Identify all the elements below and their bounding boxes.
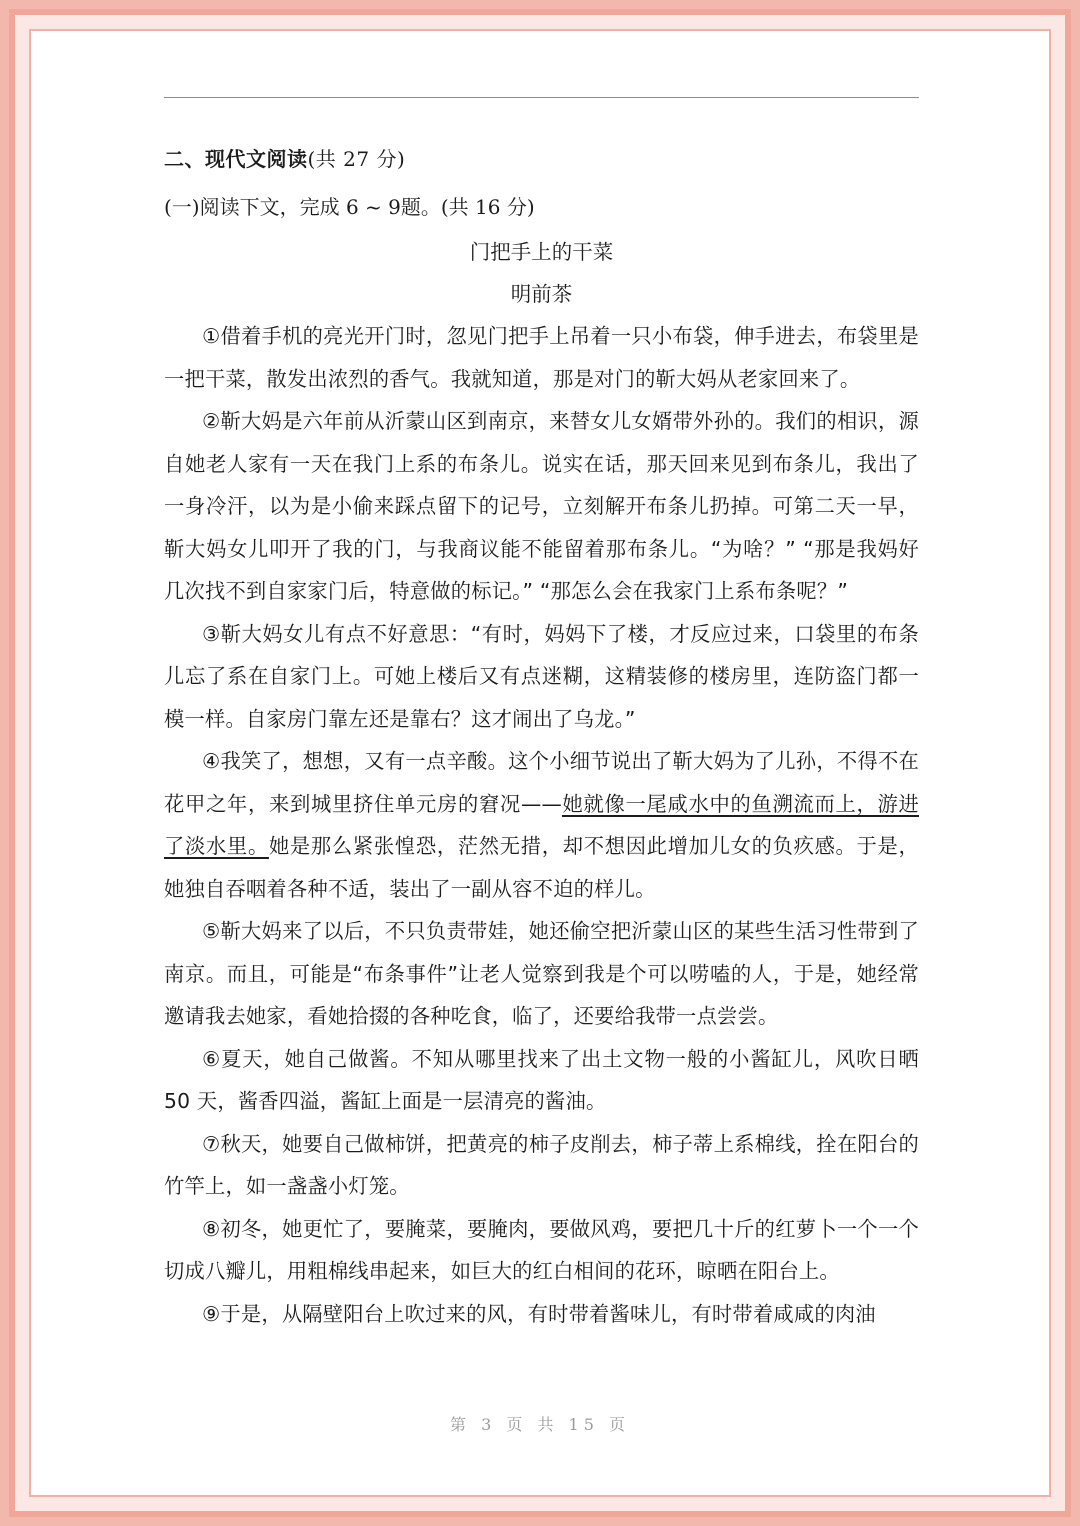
paragraph-9: ⑨于是，从隔壁阳台上吹过来的风，有时带着酱味儿，有时带着咸咸的肉油 [202,1301,876,1326]
header-rule [164,97,919,98]
article-author: 明前茶 [510,282,573,306]
paragraph-4-underlined: 她就像一尾咸水中的鱼溯流而上，游进了淡水里。 [164,791,919,858]
paragraph-4-after: 她是那么紧张惶恐，茫然无措，却不想因此增加儿女的负疚感。于是，她独自吞咽着各种不适，装出了一副从容不迫的样儿。 [164,834,919,901]
paragraph-8: ⑧初冬，她更忙了，要腌菜，要腌肉，要做风鸡，要把几十斤的红萝卜一个一个切成八瓣儿，用粗棉线串起来，如巨大的红白相间的花环，晾晒在阳台上。 [164,1216,919,1283]
paragraph-2: ②靳大妈是六年前从沂蒙山区到南京，来替女儿女婿带外孙的。我们的相识，源自她老人家有一天在我门上系的布条儿。说实在话，那天回来见到布条儿，我出了一身冷汗，以为是小偷来踩点留下的记号，立刻解开布条儿扔掉。可第二天一早，靳大妈女儿叩开了我的门，与我商议能不能留着那布条儿。“为啥？” “那是我妈好几次找不到自家家门后，特意做的标记。” “那怎么会在我家门上系布条呢？” [164,409,919,603]
article-title: 门把手上的干菜 [469,240,614,264]
section-title-text: 二、现代文阅读 [164,147,308,171]
section-title [164,135,919,183]
paragraph-7: ⑦秋天，她要自己做柿饼，把黄亮的柿子皮削去，柿子蒂上系棉线，拴在阳台的竹竿上，如一盏盏小灯笼。 [164,1131,919,1198]
document-content [164,135,919,1335]
paragraph-1: ①借着手机的亮光开门时，忽见门把手上吊着一只小布袋，伸手进去，布袋里是一把干菜，散发出浓烈的香气。我就知道，那是对门的靳大妈从老家回来了。 [164,324,919,391]
paragraph-4-before: ④我笑了，想想，又有一点辛酸。这个小细节说出了靳大妈为了儿孙，不得不在花甲之年，来到城里挤住单元房的窘况—— [164,749,919,816]
paragraph-4 [164,740,919,910]
paragraph-6: ⑥夏天，她自己做酱。不知从哪里找来了出土文物一般的小酱缸儿，风吹日晒 50 天，酱香四溢，酱缸上面是一层清亮的酱油。 [164,1046,919,1113]
paragraph-3: ③靳大妈女儿有点不好意思：“有时，妈妈下了楼，才反应过来，口袋里的布条儿忘了系在自家门上。可她上楼后又有点迷糊，这精装修的楼房里，连防盗门都一模一样。自家房门靠左还是靠右？这才闹出了乌龙。” [164,621,919,731]
subsection-heading: (一)阅读下文，完成 6 ~ 9题。(共 16 分) [164,195,535,219]
paragraph-5: ⑤靳大妈来了以后，不只负责带娃，她还偷空把沂蒙山区的某些生活习性带到了南京。而且，可能是“布条事件”让老人觉察到我是个可以唠嗑的人，于是，她经常邀请我去她家，看她拾掇的各种吃食，临了，还要给我带一点尝尝。 [164,919,919,1028]
section-score: (共 27 分) [307,147,406,171]
page-footer: 第 3 页 共 15 页 [450,1415,630,1434]
